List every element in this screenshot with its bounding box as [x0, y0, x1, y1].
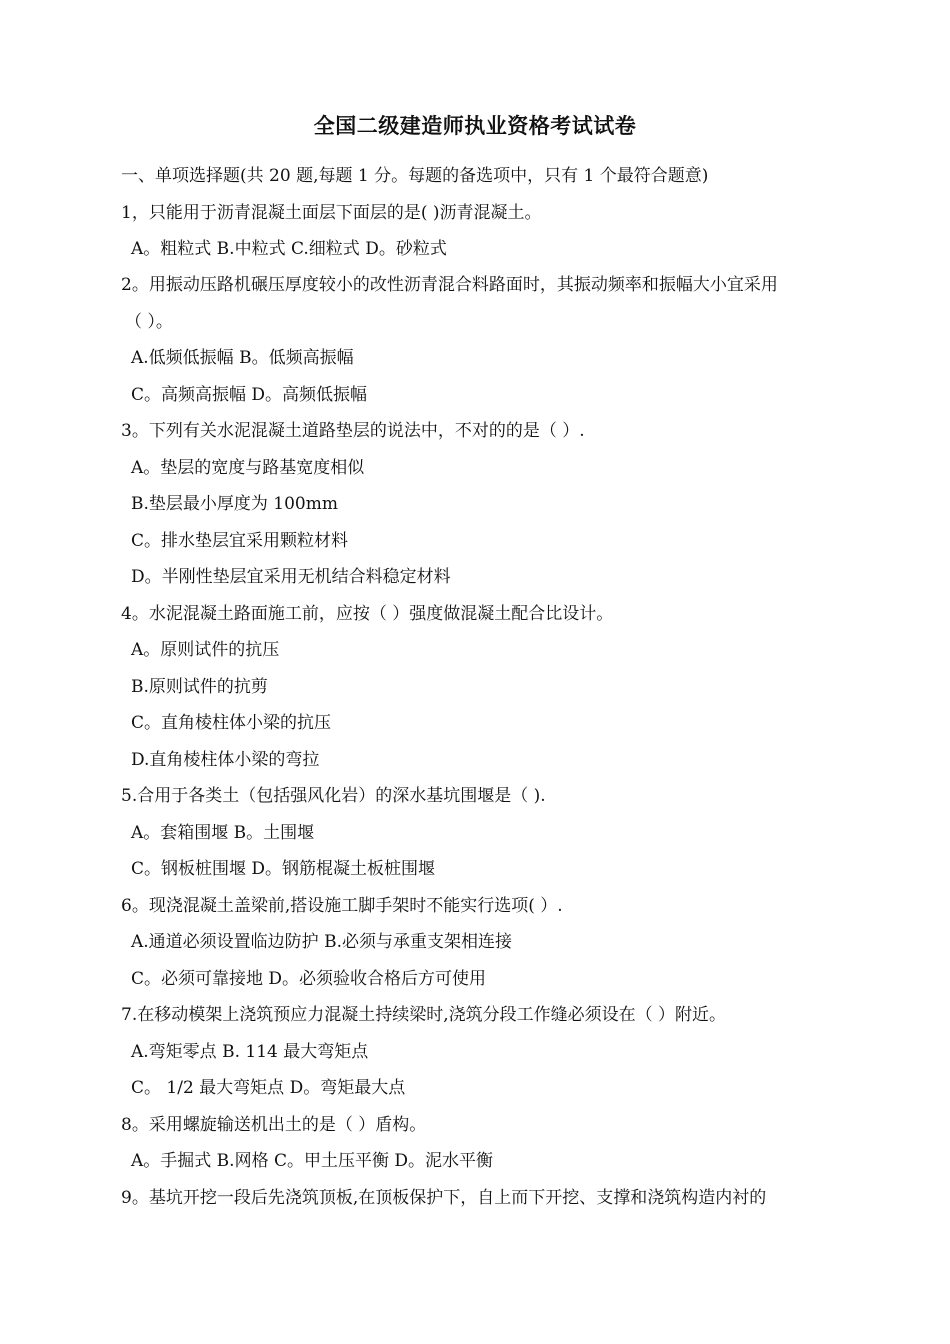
question-6-option-ab: A.通道必须设置临边防护 B.必须与承重支架相连接 [131, 932, 512, 952]
question-2-option-cd: C。高频高振幅 D。高频低振幅 [131, 385, 368, 405]
question-6: 6。现浇混凝土盖梁前,搭设施工脚手架时不能实行选项( ）. [121, 896, 563, 916]
question-8-options: A。手掘式 B.网格 C。甲土压平衡 D。泥水平衡 [131, 1151, 494, 1171]
question-3-option-d: D。半刚性垫层宜采用无机结合料稳定材料 [131, 567, 451, 587]
question-1: 1，只能用于沥青混凝土面层下面层的是( )沥青混凝土。 [121, 203, 542, 223]
question-3-option-b: B.垫层最小厚度为 100mm [131, 494, 338, 514]
question-4-option-c: C。直角棱柱体小梁的抗压 [131, 713, 332, 733]
question-4: 4。水泥混凝土路面施工前，应按（ ）强度做混凝土配合比设计。 [121, 604, 614, 624]
question-3-option-c: C。排水垫层宜采用颗粒材料 [131, 531, 349, 551]
question-2-option-ab: A.低频低振幅 B。低频高振幅 [131, 348, 354, 368]
question-3-option-a: A。垫层的宽度与路基宽度相似 [131, 458, 365, 478]
question-5-option-ab: A。套箱围堰 B。土围堰 [131, 823, 315, 843]
question-5-option-cd: C。钢板桩围堰 D。钢筋棍凝土板桩围堰 [131, 859, 436, 879]
question-7-option-cd: C。 1/2 最大弯矩点 D。弯矩最大点 [131, 1078, 406, 1098]
question-7: 7.在移动模架上浇筑预应力混凝土持续梁时,浇筑分段工作缝必须设在（ ）附近。 [121, 1005, 727, 1025]
question-2-blank: （ ）。 [125, 312, 173, 332]
question-9: 9。基坑开挖一段后先浇筑顶板,在顶板保护下，自上而下开挖、支撑和浇筑构造内衬的 [121, 1188, 767, 1208]
question-3: 3。下列有关水泥混凝土道路垫层的说法中，不对的的是（ ）. [121, 421, 585, 441]
question-4-option-d: D.直角棱柱体小梁的弯拉 [131, 750, 320, 770]
question-5: 5.合用于各类土（包括强风化岩）的深水基坑围堰是（ ). [121, 786, 546, 806]
question-4-option-a: A。原则试件的抗压 [131, 640, 280, 660]
question-4-option-b: B.原则试件的抗剪 [131, 677, 268, 697]
question-7-option-ab: A.弯矩零点 B. 114 最大弯矩点 [131, 1042, 369, 1062]
document-title: 全国二级建造师执业资格考试试卷 [313, 113, 637, 138]
section-heading: 一、单项选择题(共 20 题,每题 1 分。每题的备选项中，只有 1 个最符合题意) [121, 166, 709, 186]
question-6-option-cd: C。必须可靠接地 D。必须验收合格后方可使用 [131, 969, 487, 989]
question-2: 2。用振动压路机碾压厚度较小的改性沥青混合料路面时，其振动频率和振幅大小宜采用 [121, 275, 778, 295]
question-8: 8。采用螺旋输送机出土的是（ ）盾构。 [121, 1115, 427, 1135]
question-1-options: A。粗粒式 B.中粒式 C.细粒式 D。砂粒式 [131, 239, 447, 259]
